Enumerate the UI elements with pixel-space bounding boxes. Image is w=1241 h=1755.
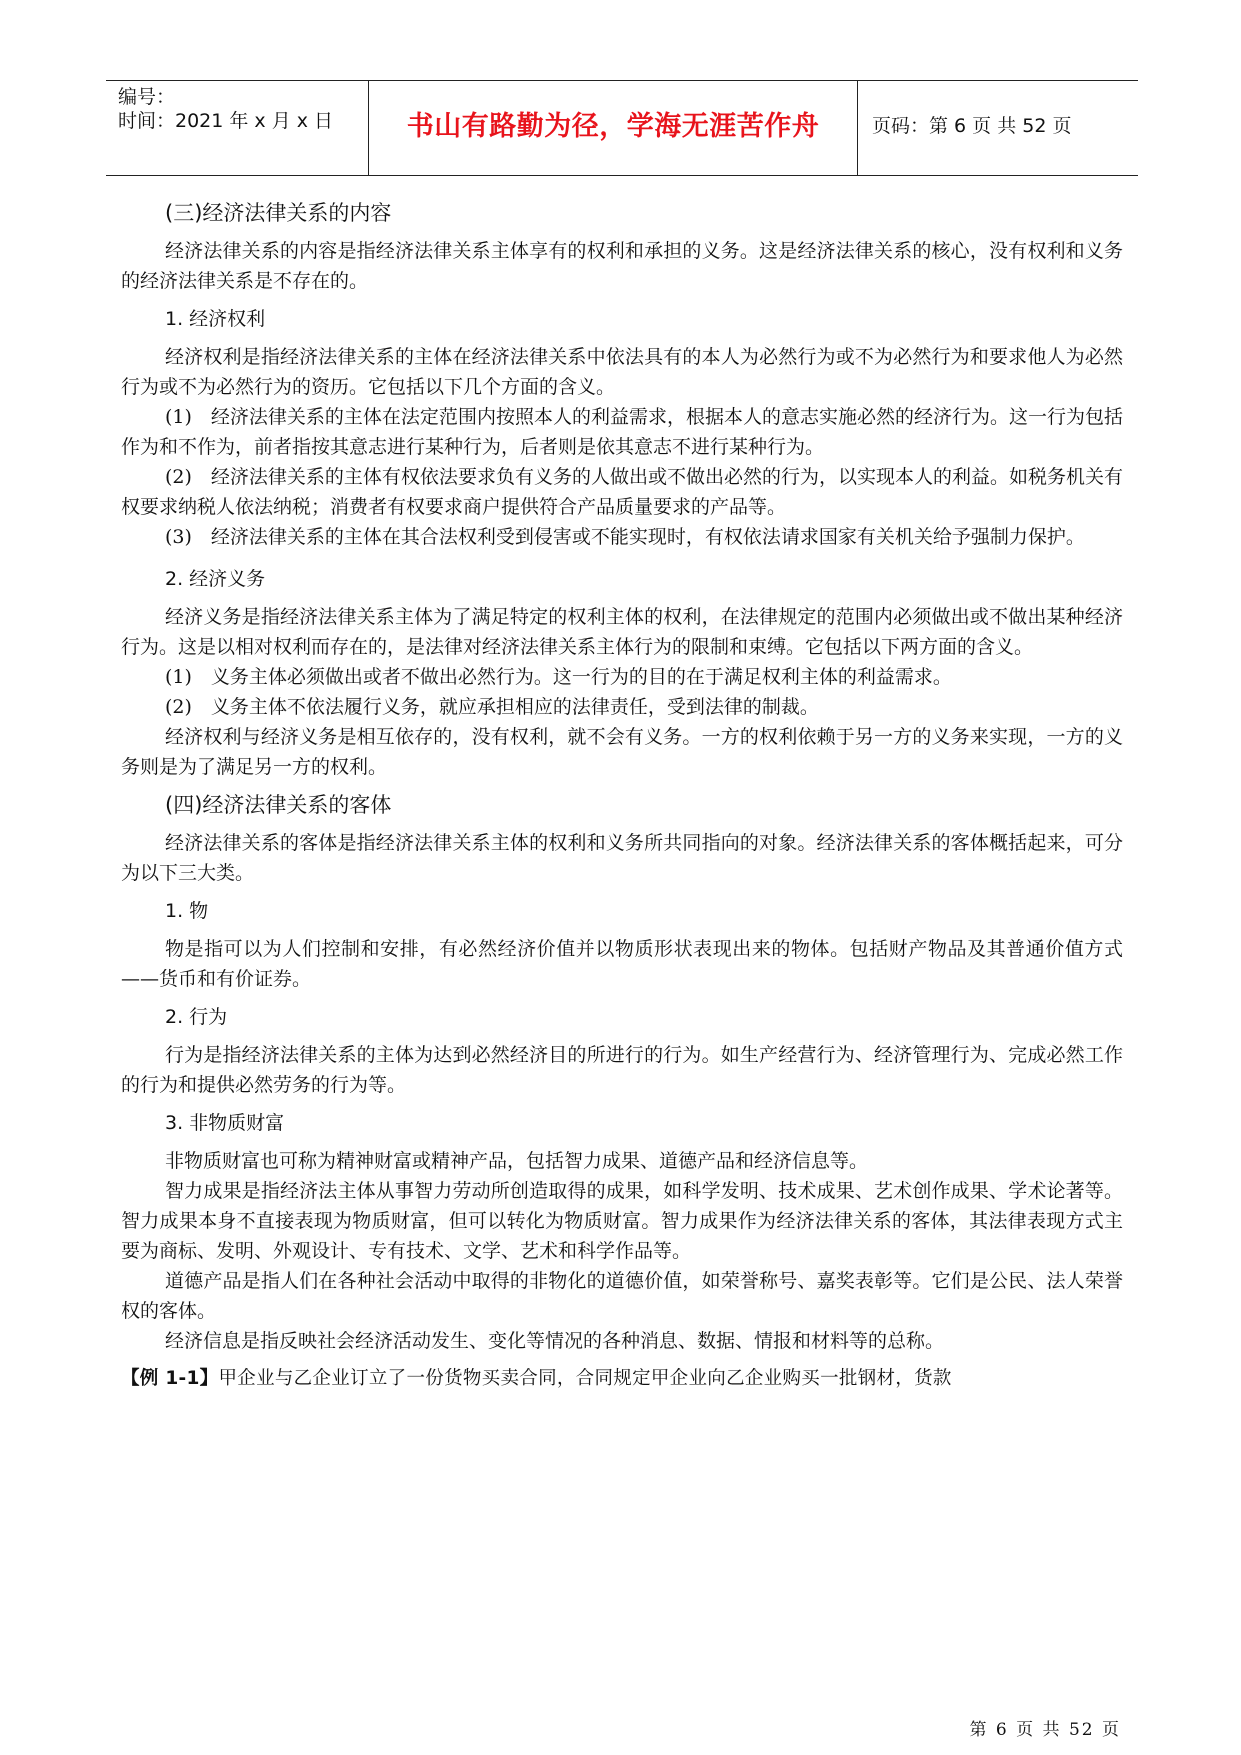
paragraph: 道德产品是指人们在各种社会活动中取得的非物化的道德价值，如荣誉称号、嘉奖表彰等。它们是公民、法人荣誉权的客体。 bbox=[121, 1270, 1123, 1322]
list-item: (1) 经济法律关系的主体在法定范围内按照本人的利益需求，根据本人的意志实施必然的经济行为。这一行为包括作为和不作为，前者指按其意志进行某种行为，后者则是依其意志不进行某种行为。 bbox=[121, 406, 1123, 458]
subsection-heading: 1. 物 bbox=[165, 900, 209, 922]
list-item: (1) 义务主体必须做出或者不做出必然行为。这一行为的目的在于满足权利主体的利益需求。 bbox=[165, 666, 952, 688]
list-item: (2) 义务主体不依法履行义务，就应承担相应的法律责任，受到法律的制裁。 bbox=[165, 696, 819, 718]
header-motto-cell bbox=[368, 81, 858, 175]
example-text: 甲企业与乙企业订立了一份货物买卖合同，合同规定甲企业向乙企业购买一批钢材，货款 bbox=[218, 1368, 952, 1389]
list-item: (2) 经济法律关系的主体有权依法要求负有义务的人做出或不做出必然的行为，以实现本人的利益。如税务机关有权要求纳税人依法纳税；消费者有权要求商户提供符合产品质量要求的产品等。 bbox=[121, 466, 1123, 518]
document-header bbox=[106, 80, 1138, 176]
section-heading: (四)经济法律关系的客体 bbox=[165, 793, 392, 817]
document-number: 编号： bbox=[118, 86, 176, 108]
subsection-heading: 2. 经济义务 bbox=[165, 568, 266, 590]
paragraph: 智力成果是指经济法主体从事智力劳动所创造取得的成果，如科学发明、技术成果、艺术创作成果、学术论著等。智力成果本身不直接表现为物质财富，但可以转化为物质财富。智力成果作为经济法律关系的客体，其法律表现方式主要为商标、发明、外观设计、专有技术、文学、艺术和科学作品等。 bbox=[121, 1180, 1123, 1262]
paragraph: 经济权利与经济义务是相互依存的，没有权利，就不会有义务。一方的权利依赖于另一方的义务来实现，一方的义务则是为了满足另一方的权利。 bbox=[121, 726, 1123, 778]
header-motto: 书山有路勤为径，学海无涯苦作舟 bbox=[406, 111, 820, 142]
subsection-heading: 2. 行为 bbox=[165, 1006, 228, 1028]
paragraph: 经济权利是指经济法律关系的主体在经济法律关系中依法具有的本人为必然行为或不为必然行为和要求他人为必然行为或不为必然行为的资历。它包括以下几个方面的含义。 bbox=[121, 346, 1123, 398]
example-paragraph bbox=[121, 1364, 1123, 1394]
section-heading: (三)经济法律关系的内容 bbox=[165, 201, 392, 225]
paragraph: 经济信息是指反映社会经济活动发生、变化等情况的各种消息、数据、情报和材料等的总称。 bbox=[165, 1330, 945, 1352]
paragraph: 经济法律关系的内容是指经济法律关系主体享有的权利和承担的义务。这是经济法律关系的核心，没有权利和义务的经济法律关系是不存在的。 bbox=[121, 240, 1123, 292]
page-footer: 第 6 页 共 52 页 bbox=[969, 1720, 1121, 1740]
header-page-cell bbox=[858, 81, 1138, 175]
paragraph: 经济法律关系的客体是指经济法律关系主体的权利和义务所共同指向的对象。经济法律关系的客体概括起来，可分为以下三大类。 bbox=[121, 832, 1123, 884]
paragraph: 行为是指经济法律关系的主体为达到必然经济目的所进行的行为。如生产经营行为、经济管理行为、完成必然工作的行为和提供必然劳务的行为等。 bbox=[121, 1044, 1123, 1096]
header-meta-cell bbox=[106, 81, 368, 175]
list-item: (3) 经济法律关系的主体在其合法权利受到侵害或不能实现时，有权依法请求国家有关机关给予强制力保护。 bbox=[165, 526, 1085, 548]
document-date: 时间：2021 年 x 月 x 日 bbox=[118, 110, 334, 132]
paragraph: 物是指可以为人们控制和安排，有必然经济价值并以物质形状表现出来的物体。包括财产物品及其普通价值方式——货币和有价证券。 bbox=[121, 938, 1123, 990]
example-label: 【例 1-1】 bbox=[121, 1368, 219, 1389]
subsection-heading: 3. 非物质财富 bbox=[165, 1112, 285, 1134]
paragraph: 非物质财富也可称为精神财富或精神产品，包括智力成果、道德产品和经济信息等。 bbox=[165, 1150, 869, 1172]
paragraph: 经济义务是指经济法律关系主体为了满足特定的权利主体的权利，在法律规定的范围内必须做出或不做出某种经济行为。这是以相对权利而存在的，是法律对经济法律关系主体行为的限制和束缚。它包括以下两方面的含义。 bbox=[121, 606, 1123, 658]
subsection-heading: 1. 经济权利 bbox=[165, 308, 266, 330]
document-body bbox=[121, 198, 1123, 1394]
header-page-info: 页码：第 6 页 共 52 页 bbox=[872, 115, 1072, 137]
